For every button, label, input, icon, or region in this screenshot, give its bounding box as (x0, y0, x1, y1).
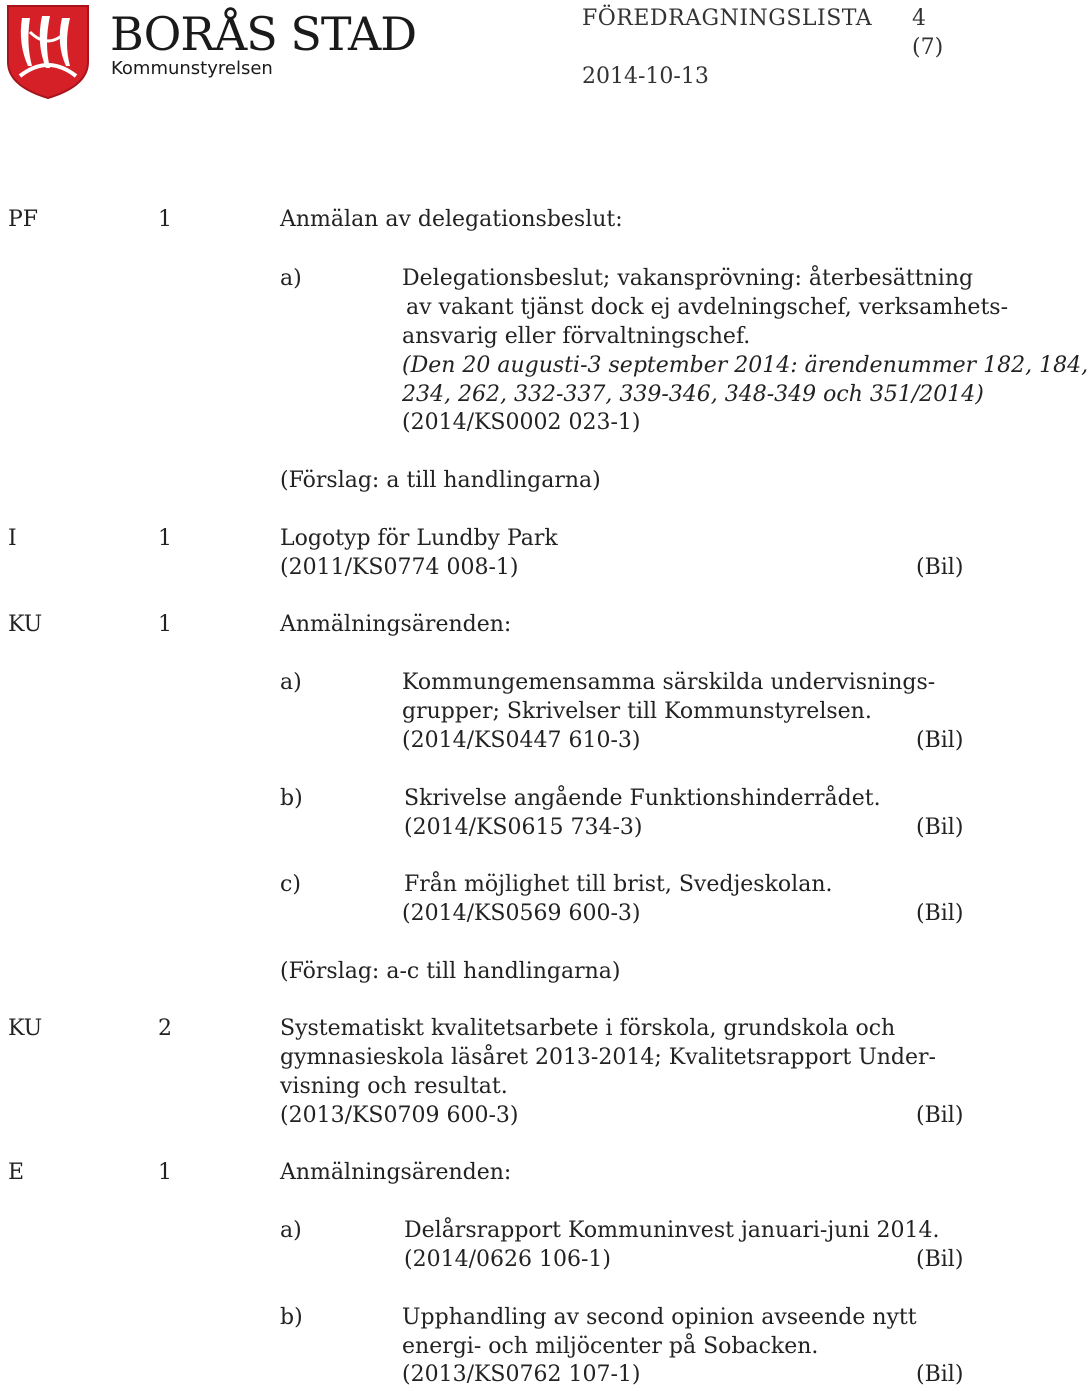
subitem-text: Delegationsbeslut; vakansprövning: återbesättning (402, 266, 974, 291)
item-title: gymnasieskola läsåret 2013-2014; Kvalitetsrapport Under- (280, 1045, 936, 1070)
subitem-note: 234, 262, 332-337, 339-346, 348-349 och 351/2014) (402, 382, 984, 407)
item-code: E (8, 1160, 25, 1185)
brand-name: BORÅS STAD (110, 7, 417, 61)
item-title: visning och resultat. (280, 1074, 508, 1099)
boras-stad-shield-logo (6, 4, 90, 100)
subitem-text: Skrivelse angående Funktionshinderrådet. (404, 786, 881, 811)
attachment-label: (Bil) (916, 555, 964, 580)
item-number: 1 (158, 612, 172, 637)
item-code: I (8, 526, 17, 551)
case-reference: (2013/KS0762 107-1) (402, 1362, 641, 1387)
item-code: PF (8, 207, 39, 232)
item-title: Anmälningsärenden: (280, 1160, 512, 1185)
subitem-text: Upphandling av second opinion avseende nytt (402, 1305, 917, 1330)
subitem-note: (Den 20 augusti-3 september 2014: ärendenummer 182, 184, (402, 353, 1088, 378)
item-number: 1 (158, 207, 172, 232)
attachment-label: (Bil) (916, 1247, 964, 1272)
subitem-label: b) (280, 1305, 303, 1330)
item-number: 2 (158, 1016, 172, 1041)
subitem-label: a) (280, 266, 302, 291)
brand-subtitle: Kommunstyrelsen (111, 58, 273, 79)
subitem-label: a) (280, 1218, 302, 1243)
item-title: Systematiskt kvalitetsarbete i förskola, grundskola och (280, 1016, 896, 1041)
subitem-text: energi- och miljöcenter på Sobacken. (402, 1334, 819, 1359)
case-reference: (2014/KS0002 023-1) (402, 410, 641, 435)
item-number: 1 (158, 1160, 172, 1185)
subitem-text: grupper; Skrivelser till Kommunstyrelsen. (402, 699, 872, 724)
attachment-label: (Bil) (916, 1103, 964, 1128)
document-title: FÖREDRAGNINGSLISTA (582, 6, 873, 31)
subitem-label: a) (280, 670, 302, 695)
attachment-label: (Bil) (916, 728, 964, 753)
subitem-text: Från möjlighet till brist, Svedjeskolan. (404, 872, 833, 897)
subitem-label: c) (280, 872, 301, 897)
subitem-text: Delårsrapport Kommuninvest januari-juni 2014. (404, 1218, 940, 1243)
case-reference: (2014/KS0447 610-3) (402, 728, 641, 753)
case-reference: (2014/KS0569 600-3) (402, 901, 641, 926)
item-title: Anmälan av delegationsbeslut: (280, 207, 623, 232)
page-number: 4 (7) (912, 6, 944, 60)
proposal-text: (Förslag: a-c till handlingarna) (280, 959, 621, 984)
item-code: KU (8, 1016, 43, 1041)
case-reference: (2013/KS0709 600-3) (280, 1103, 519, 1128)
attachment-label: (Bil) (916, 815, 964, 840)
document-date: 2014-10-13 (582, 64, 709, 89)
item-title: Anmälningsärenden: (280, 612, 512, 637)
case-reference: (2014/0626 106-1) (404, 1247, 611, 1272)
subitem-text: Kommungemensamma särskilda undervisnings- (402, 670, 936, 695)
attachment-label: (Bil) (916, 1362, 964, 1387)
attachment-label: (Bil) (916, 901, 964, 926)
case-reference: (2011/KS0774 008-1) (280, 555, 519, 580)
subitem-text: ansvarig eller förvaltningschef. (402, 324, 751, 349)
subitem-label: b) (280, 786, 303, 811)
item-code: KU (8, 612, 43, 637)
case-reference: (2014/KS0615 734-3) (404, 815, 643, 840)
proposal-text: (Förslag: a till handlingarna) (280, 468, 601, 493)
item-title: Logotyp för Lundby Park (280, 526, 558, 551)
item-number: 1 (158, 526, 172, 551)
subitem-text: av vakant tjänst dock ej avdelningschef, verksamhets- (406, 295, 1009, 320)
